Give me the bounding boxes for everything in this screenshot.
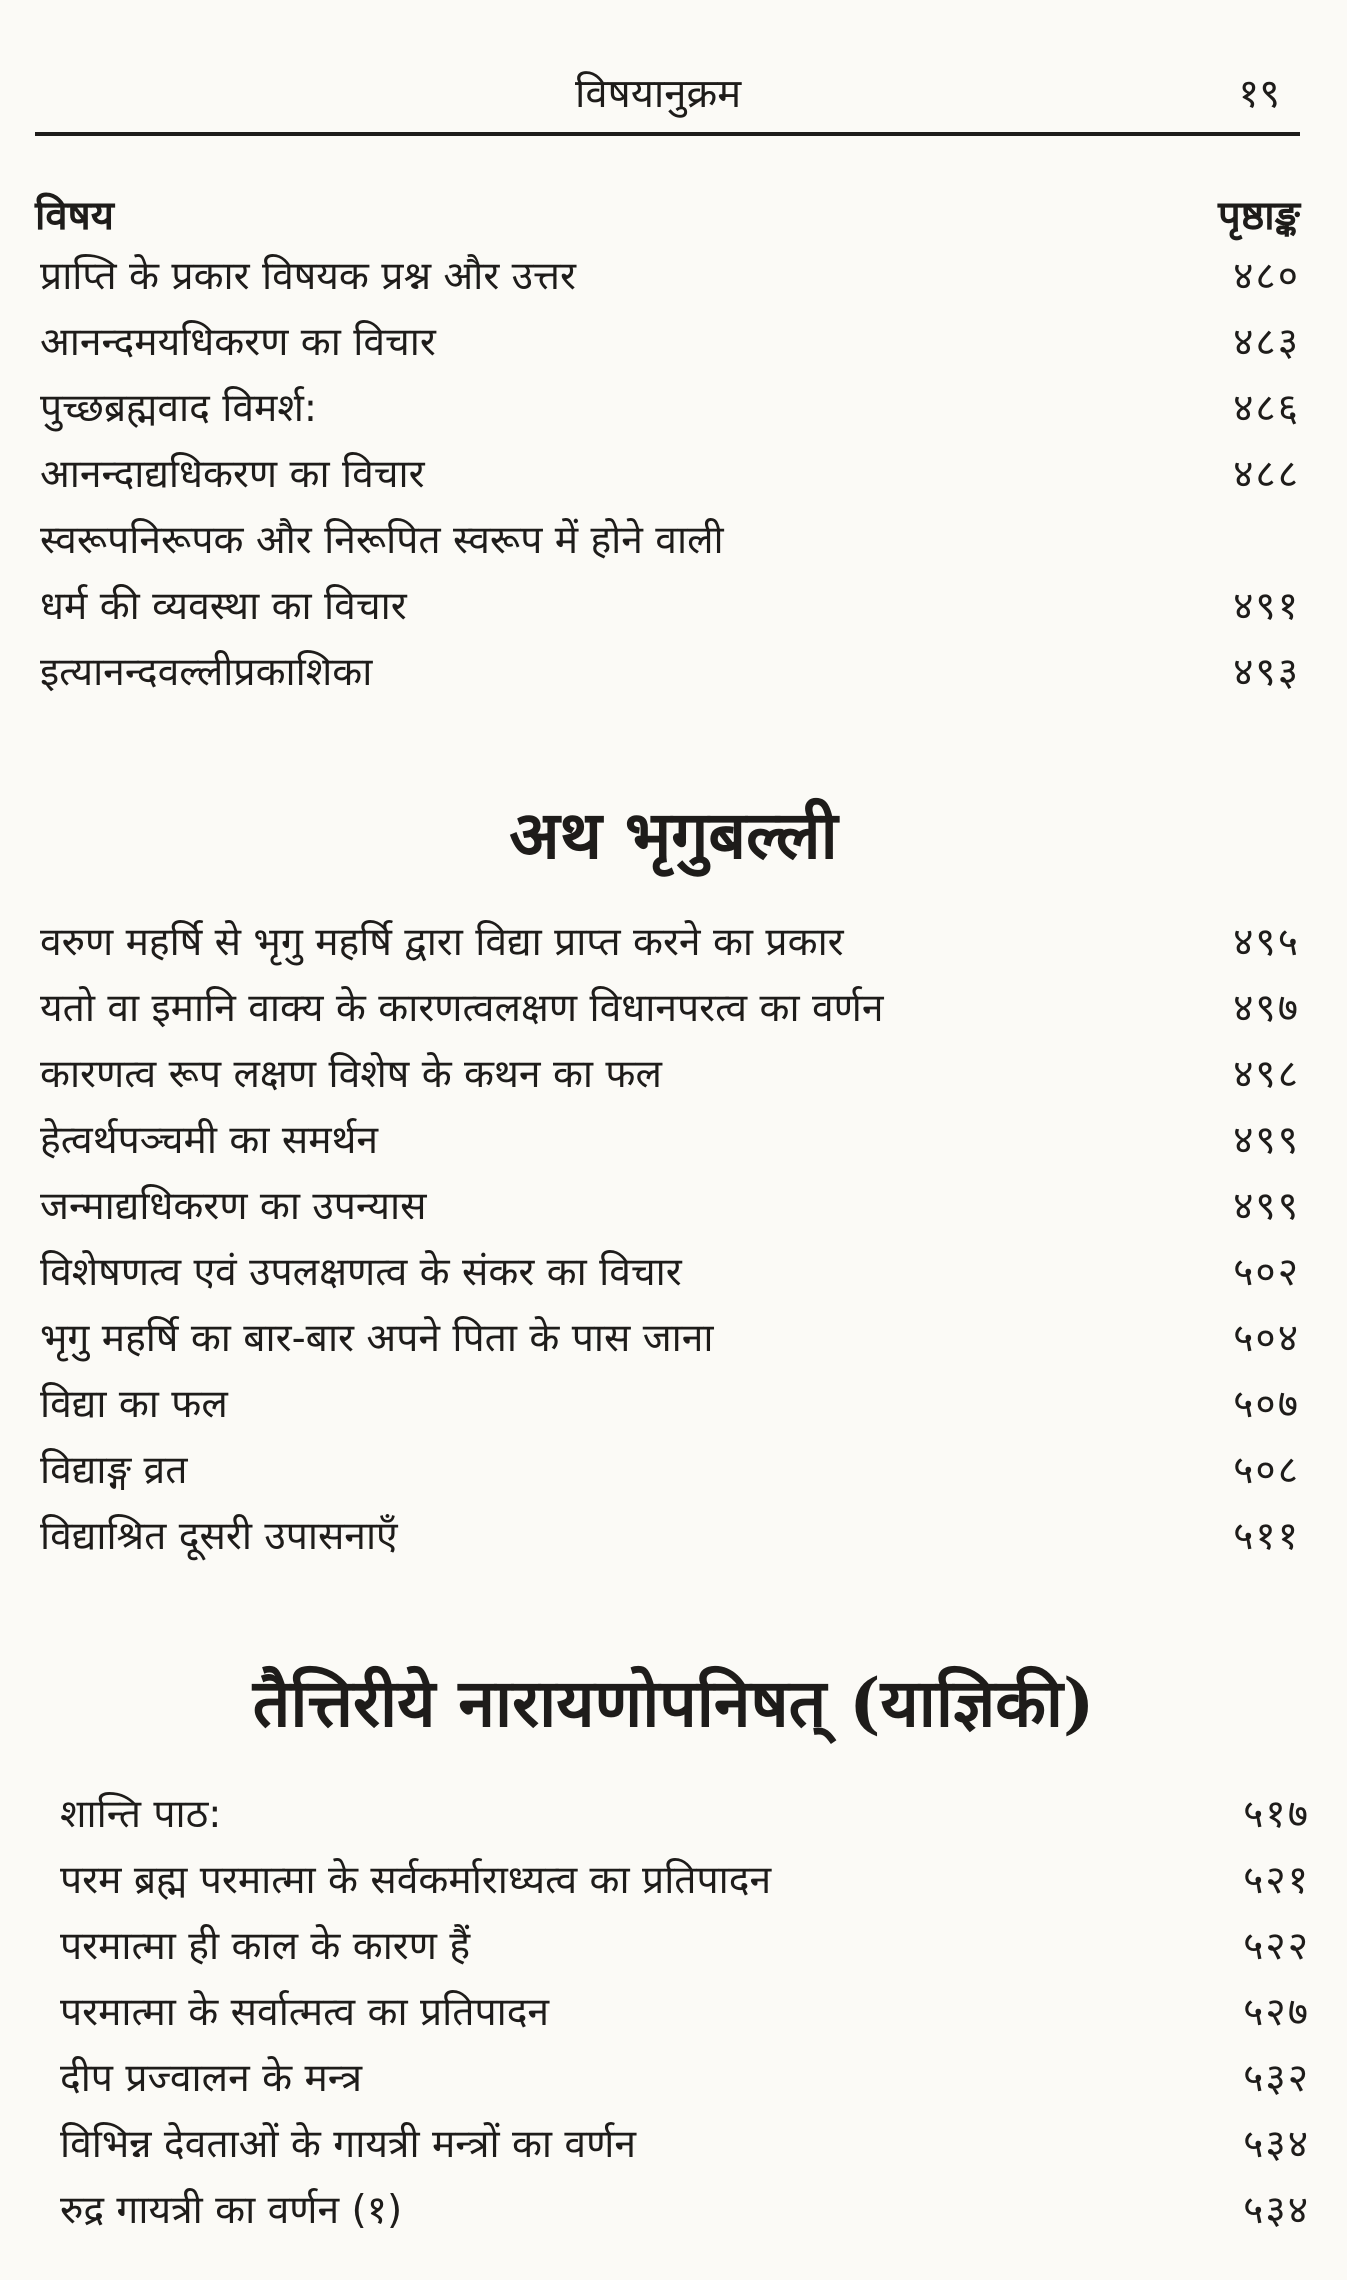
toc-entry-page: ५०८ bbox=[1233, 1448, 1300, 1493]
toc-entry bbox=[40, 376, 1300, 442]
toc-entry-page: ४९५ bbox=[1233, 920, 1300, 965]
toc-section-2 bbox=[40, 910, 1300, 1570]
toc-entry bbox=[40, 640, 1300, 706]
toc-entry bbox=[60, 1782, 1310, 1848]
page-number: १९ bbox=[1238, 71, 1280, 117]
toc-entry-topic: जन्माद्यधिकरण का उपन्यास bbox=[40, 1184, 427, 1229]
toc-entry-topic: शान्ति पाठ: bbox=[60, 1792, 222, 1837]
page-header bbox=[35, 62, 1300, 136]
running-title: विषयानुक्रम bbox=[575, 71, 742, 117]
toc-entry-page: ५०७ bbox=[1233, 1382, 1300, 1427]
toc-entry bbox=[40, 1504, 1300, 1570]
toc-entry bbox=[60, 1980, 1310, 2046]
toc-entry-page: ५११ bbox=[1233, 1514, 1300, 1559]
toc-entry-topic: भृगु महर्षि का बार-बार अपने पिता के पास जाना bbox=[40, 1316, 714, 1361]
toc-entry-topic: कारणत्व रूप लक्षण विशेष के कथन का फल bbox=[40, 1052, 662, 1097]
toc-entry bbox=[60, 2112, 1310, 2178]
toc-entry-page: ५१७ bbox=[1243, 1792, 1310, 1837]
toc-entry bbox=[60, 2178, 1310, 2244]
toc-entry-page: ४९३ bbox=[1233, 650, 1300, 695]
toc-section-1 bbox=[40, 244, 1300, 706]
toc-entry-topic: विशेषणत्व एवं उपलक्षणत्व के संकर का विचार bbox=[40, 1250, 682, 1295]
toc-entry bbox=[40, 1306, 1300, 1372]
toc-entry-page: ४९९ bbox=[1233, 1184, 1300, 1229]
toc-entry-topic: हेत्वर्थपञ्चमी का समर्थन bbox=[40, 1118, 379, 1163]
toc-entry-topic: धर्म की व्यवस्था का विचार bbox=[40, 584, 407, 629]
toc-entry-page: ४९७ bbox=[1233, 986, 1300, 1031]
toc-entry-topic: विद्याश्रित दूसरी उपासनाएँ bbox=[40, 1514, 398, 1559]
toc-entry bbox=[40, 1174, 1300, 1240]
toc-entry bbox=[40, 442, 1300, 508]
toc-entry bbox=[40, 1042, 1300, 1108]
toc-entry-page: ४८८ bbox=[1233, 452, 1300, 497]
toc-entry-topic: विभिन्न देवताओं के गायत्री मन्त्रों का वर्णन bbox=[60, 2122, 636, 2167]
toc-entry-topic: वरुण महर्षि से भृगु महर्षि द्वारा विद्या प्राप्त करने का प्रकार bbox=[40, 920, 844, 965]
toc-entry-page: ५३४ bbox=[1243, 2122, 1310, 2167]
toc-entry-topic: प्राप्ति के प्रकार विषयक प्रश्न और उत्तर bbox=[40, 254, 576, 299]
toc-entry-topic: आनन्दाद्यधिकरण का विचार bbox=[40, 452, 425, 497]
toc-entry-page: ५३४ bbox=[1243, 2188, 1310, 2233]
toc-entry-page: ४९१ bbox=[1233, 584, 1300, 629]
toc-entry-topic: यतो वा इमानि वाक्य के कारणत्वलक्षण विधानपरत्व का वर्णन bbox=[40, 986, 884, 1031]
toc-entry-topic: परमात्मा ही काल के कारण हैं bbox=[60, 1924, 471, 1969]
section-heading-narayanopanishad: तैत्तिरीये नारायणोपनिषत् (याज्ञिकी) bbox=[252, 1664, 1095, 1742]
toc-entry-topic: विद्याङ्ग व्रत bbox=[40, 1448, 188, 1493]
toc-section-3 bbox=[60, 1782, 1310, 2244]
toc-entry bbox=[40, 310, 1300, 376]
toc-entry-topic: स्वरूपनिरूपक और निरूपित स्वरूप में होने वाली bbox=[40, 518, 724, 563]
toc-entry bbox=[40, 1240, 1300, 1306]
toc-entry bbox=[40, 1108, 1300, 1174]
toc-entry bbox=[40, 976, 1300, 1042]
toc-entry-topic: इत्यानन्दवल्लीप्रकाशिका bbox=[40, 650, 373, 695]
toc-entry-topic: पुच्छब्रह्मवाद विमर्श: bbox=[40, 386, 318, 431]
toc-entry bbox=[60, 1914, 1310, 1980]
toc-entry-page: ५०२ bbox=[1233, 1250, 1300, 1295]
toc-entry-topic: आनन्दमयधिकरण का विचार bbox=[40, 320, 436, 365]
toc-entry bbox=[60, 1848, 1310, 1914]
toc-entry-page: ४९९ bbox=[1233, 1118, 1300, 1163]
toc-entry bbox=[40, 910, 1300, 976]
toc-entry-page: ५२२ bbox=[1243, 1924, 1310, 1969]
toc-entry bbox=[40, 1372, 1300, 1438]
toc-entry-topic: परम ब्रह्म परमात्मा के सर्वकर्माराध्यत्व का प्रतिपादन bbox=[60, 1858, 772, 1903]
toc-entry bbox=[60, 2046, 1310, 2112]
toc-entry-page: ५०४ bbox=[1233, 1316, 1300, 1361]
toc-entry bbox=[40, 244, 1300, 310]
toc-entry-topic: परमात्मा के सर्वात्मत्व का प्रतिपादन bbox=[60, 1990, 550, 2035]
toc-entry-page: ४८६ bbox=[1233, 386, 1300, 431]
topic-column-heading: विषय bbox=[35, 193, 114, 239]
toc-entry bbox=[40, 508, 1300, 574]
toc-entry-page: ४८० bbox=[1233, 254, 1300, 299]
page-column-heading: पृष्ठाङ्क bbox=[1218, 193, 1300, 239]
toc-entry-page: ५२१ bbox=[1243, 1858, 1310, 1903]
toc-entry-topic: विद्या का फल bbox=[40, 1382, 228, 1427]
toc-entry-topic: रुद्र गायत्री का वर्णन (१) bbox=[60, 2188, 403, 2233]
toc-entry-page: ५३२ bbox=[1243, 2056, 1310, 2101]
toc-entry-topic: दीप प्रज्वालन के मन्त्र bbox=[60, 2056, 363, 2101]
toc-entry bbox=[40, 1438, 1300, 1504]
toc-entry-page: ४८३ bbox=[1233, 320, 1300, 365]
toc-entry-page: ५२७ bbox=[1243, 1990, 1310, 2035]
column-header bbox=[35, 188, 1300, 244]
section-heading-bhriguvalli: अथ भृगुबल्ली bbox=[509, 796, 838, 874]
toc-entry bbox=[40, 574, 1300, 640]
toc-entry-page: ४९८ bbox=[1233, 1052, 1300, 1097]
